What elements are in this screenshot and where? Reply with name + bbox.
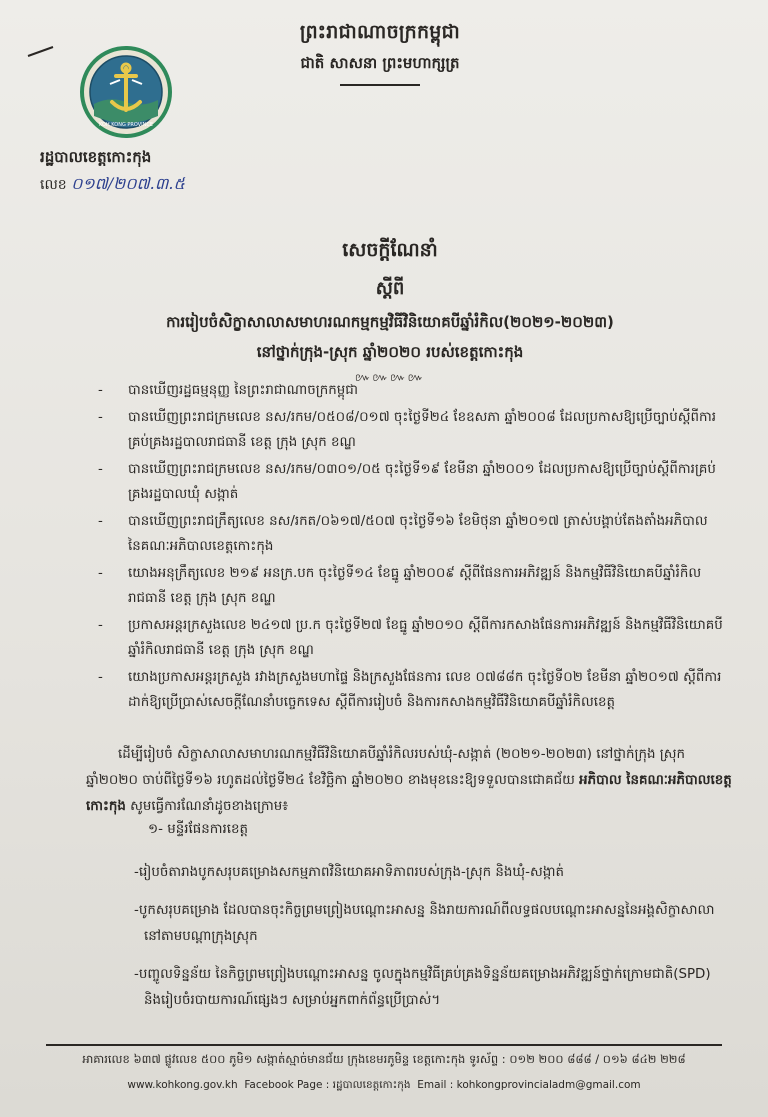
citation-item: - បានឃើញព្រះរាជក្រមលេខ នស/រកម/០៥០៨/០១៧ ចុះថ្ងៃទី២៤ ខែឧសភា ឆ្នាំ២០០៨ ដែលប្រកាសឱ្យប្រើច្បាប់ស្តីពីការគ្រប់គ្រងរដ្ឋបាលរាជធានី ខេត្ត ក្រុង ស្រុក ខណ្ឌ: [98, 410, 717, 450]
kingdom-title: ព្រះរាជាណាចក្រកម្ពុជា: [299, 21, 461, 43]
seal-caption: KOH KONG PROVINCE: [98, 122, 154, 128]
reference-label: លេខ: [40, 177, 67, 193]
facebook-label: Facebook Page : រដ្ឋបាលខេត្តកោះកុង: [244, 1079, 411, 1091]
citation-item: - បានឃើញរដ្ឋធម្មនុញ្ញ នៃព្រះរាជាណាចក្រកម្ពុជា: [98, 383, 358, 398]
document-footer: [46, 1044, 722, 1094]
document-title: សេចក្តីណែនាំ: [342, 239, 438, 261]
citation-item: - ប្រកាសអន្តរក្រសួងលេខ ២៤១៧ ប្រ.ក ចុះថ្ងៃទី២៧ ខែធ្នូ ឆ្នាំ២០១០ ស្តីពីការកសាងផែនការអភិវឌ្ឍន៍ និងកម្មវិធីវិនិយោគបីឆ្នាំរំកិលរាជធានី ខេត្ត ក្រុង ស្រុក ខណ្ឌ: [98, 618, 723, 658]
citation-item: - បានឃើញព្រះរាជក្រមលេខ នស/រកម/០៣០១/០៥ ចុះថ្ងៃទី១៩ ខែមីនា ឆ្នាំ២០០១ ដែលប្រកាសឱ្យប្រើច្បាប់ស្តីពីការគ្រប់គ្រងរដ្ឋបាលឃុំ សង្កាត់: [98, 462, 716, 502]
reference-number-line: [40, 173, 185, 197]
instruction-item: -រៀបចំតារាងបូកសរុបគម្រោងសកម្មភាពវិនិយោគអាទិភាពរបស់ក្រុង-ស្រុក និងឃុំ-សង្កាត់: [134, 865, 564, 880]
national-motto: ជាតិ សាសនា ព្រះមហាក្សត្រ: [300, 54, 460, 72]
pen-mark: [26, 44, 56, 58]
footer-contacts: [46, 1079, 722, 1094]
document-topic: ការរៀបចំសិក្ខាសាលាសមាហរណកម្មកម្មវិធីវិនិយោគបីឆ្នាំរំកិល(២០២១-២០២៣): [166, 313, 614, 331]
body-paragraph: ដើម្បីរៀបចំ សិក្ខាសាលាសមាហរណកម្មវិធីវិនិយោគបីឆ្នាំរំកិលរបស់ឃុំ-សង្កាត់ (២០២១-២០២៣) នៅថ្នាក់ក្រុង ស្រុក ឆ្នាំ២០២០ ចាប់ពីថ្ងៃទី១៦ រហូតដល់ថ្ងៃទី២៤ ខែវិច្ឆិកា ឆ្នាំ២០២០ ខាងមុខនេះឱ្យទទួលបានជោគជ័យ អភិបាល នៃគណៈអភិបាលខេត្តកោះកុង សូមធ្វើការណែនាំដូចខាងក្រោម៖: [86, 747, 732, 814]
title-ornament: ៚៚៚៚: [354, 371, 426, 384]
instruction-items: [134, 860, 730, 1026]
document-title-block: [40, 238, 740, 387]
reference-number: ០១៧/២០៧.៣.៥: [71, 174, 185, 193]
header-divider: [340, 84, 420, 86]
instruction-item: -បញ្ចូលទិន្នន័យ នៃកិច្ចព្រមព្រៀងបណ្តោះអាសន្ន ចូលក្នុងកម្មវិធីគ្រប់គ្រងទិន្នន័យគម្រោងអភិវឌ្ឍន៍ថ្នាក់ក្រោមជាតិ(SPD) និងរៀបចំរបាយការណ៍ផ្សេងៗ សម្រាប់អ្នកពាក់ព័ន្ធប្រើប្រាស់។: [134, 967, 711, 1008]
authority-emphasis: អភិបាល នៃគណៈអភិបាលខេត្តកោះកុង: [86, 773, 732, 814]
instruction-item: -បូកសរុបគម្រោង ដែលបានចុះកិច្ចព្រមព្រៀងបណ្តោះអាសន្ន និងរាយការណ៍ពីលទ្ធផលបណ្តោះអាសន្ននៃអង្គសិក្ខាសាលានៅតាមបណ្តាក្រុងស្រុក: [134, 903, 715, 944]
citation-item: - យោងប្រកាសអន្តរក្រសួង រវាងក្រសួងមហាផ្ទៃ និងក្រសួងផែនការ លេខ ០៧៨៨ក ចុះថ្ងៃទី០២ ខែមីនា ឆ្នាំ២០១៧ ស្តីពីការដាក់ឱ្យប្រើប្រាស់សេចក្តីណែនាំបច្ចេកទេស ស្តីពីការរៀបចំ និងការកសាងកម្មវិធីវិនិយោគបីឆ្នាំរំកិលខេត្ត: [98, 670, 722, 710]
section-heading: ១- មន្ទីរផែនការខេត្ត: [148, 822, 248, 837]
citation-item: - បានឃើញព្រះរាជក្រឹត្យលេខ នស/រកត/០៦១៧/៥០៧ ចុះថ្ងៃទី១៦ ខែមិថុនា ឆ្នាំ២០១៧ ត្រាស់បង្គាប់តែងតាំងអភិបាល នៃគណៈអភិបាលខេត្តកោះកុង: [98, 514, 708, 554]
issuing-authority: រដ្ឋបាលខេត្តកោះកុង: [40, 148, 152, 166]
citation-item: - យោងអនុក្រឹត្យលេខ ២១៩ អនក្រ.បក ចុះថ្ងៃទី១៤ ខែធ្នូ ឆ្នាំ២០០៩ ស្តីពីផែនការអភិវឌ្ឍន៍ និងកម្មវិធីវិនិយោគបីឆ្នាំរំកិលរាជធានី ខេត្ត ក្រុង ស្រុក ខណ្ឌ: [98, 566, 702, 606]
provincial-seal: [80, 46, 172, 138]
footer-address: អាគារលេខ ៦៣៧ ផ្លូវលេខ ៥០០ ភូមិ១ សង្កាត់ស្មាច់មានជ័យ ក្រុងខេមរភូមិន្ទ ខេត្តកោះកុង ទូរស័ព្ទ : ០១២ ២០០ ៨៨៨ / ០១៦ ៨៤២ ២២៨: [82, 1052, 686, 1066]
website-link[interactable]: www.kohkong.gov.kh: [127, 1079, 238, 1091]
email-label: Email : kohkongprovincialadm@gmail.com: [417, 1079, 641, 1091]
legal-citations-list: [98, 378, 728, 717]
document-header: [250, 20, 510, 86]
document-subtitle: ស្តីពី: [375, 278, 405, 299]
footer-divider: [46, 1044, 722, 1046]
document-topic-line-2: នៅថ្នាក់ក្រុង-ស្រុក ឆ្នាំ២០២០ របស់ខេត្តកោះកុង: [256, 343, 524, 361]
